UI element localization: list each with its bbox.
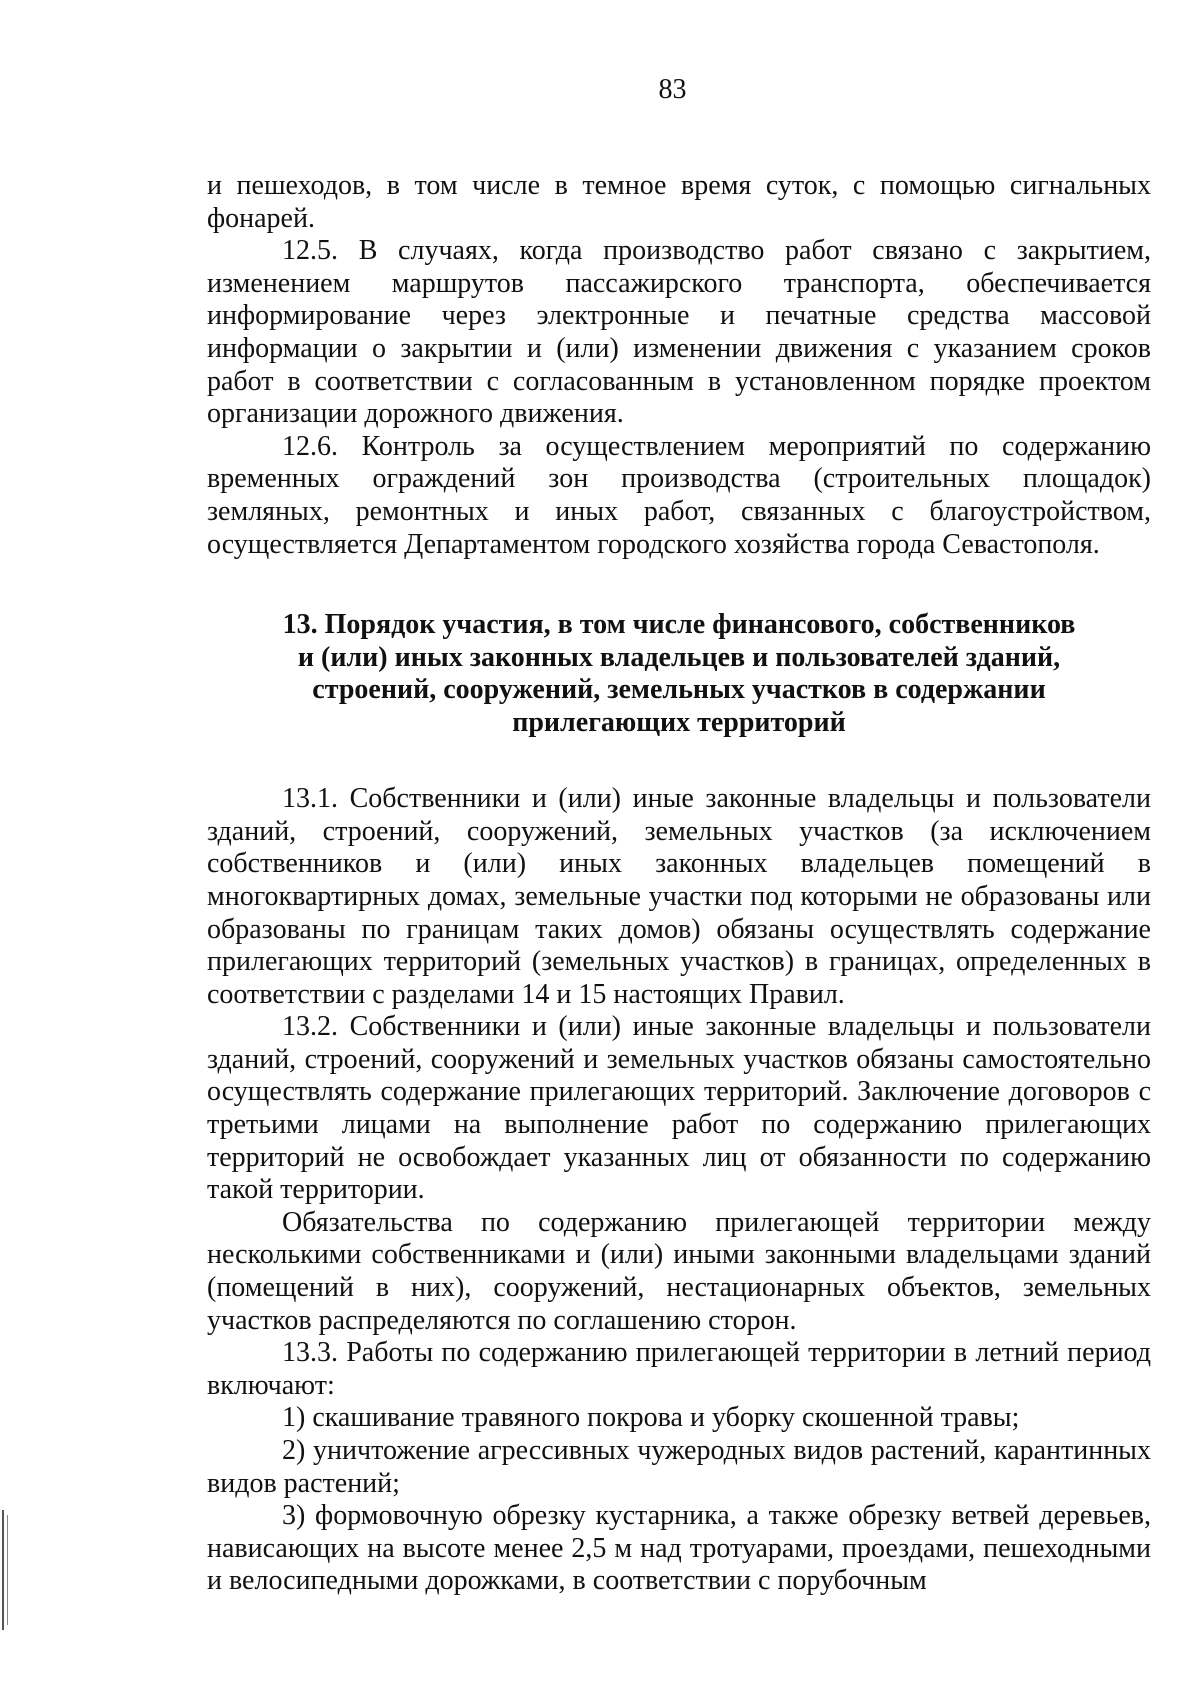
section-heading bbox=[207, 609, 1151, 739]
list-item-3: 3) формовочную обрезку кустарника, а также обрезку ветвей деревьев, нависающих на высоте менее 2,5 м над тротуарами, проездами, пешеходными и велосипедными дорожками, в соответствии с порубочным bbox=[207, 1500, 1151, 1597]
paragraph-12-6: 12.6. Контроль за осуществлением мероприятий по содержанию временных ограждений зон производства (строительных площадок) земляных, ремонтных и иных работ, связанных с благоустройством, осуществляется Департаментом городского хозяйства города Севастополя. bbox=[207, 430, 1151, 560]
paragraph-13-1: 13.1. Собственники и (или) иные законные владельцы и пользователи зданий, строений, сооружений, земельных участков (за исключением собственников и (или) иных законных владельцев помещений в многоквартирных домах, земельные участки под которыми не образованы или образованы по границам таких домов) обязаны осуществлять содержание прилегающих территорий (земельных участков) в границах, определенных в соответствии с разделами 14 и 15 настоящих Правил. bbox=[207, 783, 1151, 1010]
section-heading-line: прилегающих территорий bbox=[512, 706, 846, 738]
paragraph-12-5: 12.5. В случаях, когда производство работ связано с закрытием, изменением маршрутов пассажирского транспорта, обеспечивается информирование через электронные и печатные средства массовой информации о закрытии и (или) изменении движения с указанием сроков работ в соответствии с согласованным в установленном порядке проектом организации дорожного движения. bbox=[207, 235, 1151, 430]
section-heading-line: и (или) иных законных владельцев и пользователей зданий, bbox=[297, 641, 1061, 673]
document-body bbox=[207, 170, 1151, 1598]
scan-edge-mark bbox=[2, 1510, 4, 1630]
paragraph-obligations: Обязательства по содержанию прилегающей территории между несколькими собственниками и (или) иными законными владельцами зданий (помещений в них), сооружений, нестационарных объектов, земельных участков распределяются по соглашению сторон. bbox=[207, 1206, 1151, 1336]
paragraph-13-2: 13.2. Собственники и (или) иные законные владельцы и пользователи зданий, строений, сооружений и земельных участков обязаны самостоятельно осуществлять содержание прилегающих территорий. Заключение договоров с третьими лицами на выполнение работ по содержанию прилегающих территорий не освобождает указанных лиц от обязанности по содержанию такой территории. bbox=[207, 1011, 1151, 1206]
section-heading-line: строений, сооружений, земельных участков в содержании bbox=[312, 674, 1046, 706]
paragraph-13-3: 13.3. Работы по содержанию прилегающей территории в летний период включают: bbox=[207, 1337, 1151, 1401]
paragraph-continuation: и пешеходов, в том числе в темное время суток, с помощью сигнальных фонарей. bbox=[207, 170, 1151, 234]
list-item-2: 2) уничтожение агрессивных чужеродных видов растений, карантинных видов растений; bbox=[207, 1435, 1151, 1499]
list-item-1: 1) скашивание травяного покрова и уборку скошенной травы; bbox=[282, 1402, 1020, 1434]
section-heading-line: 13. Порядок участия, в том числе финансового, собственников bbox=[282, 609, 1076, 641]
scan-edge-mark bbox=[7, 1515, 8, 1625]
page-number: 83 bbox=[658, 74, 687, 105]
